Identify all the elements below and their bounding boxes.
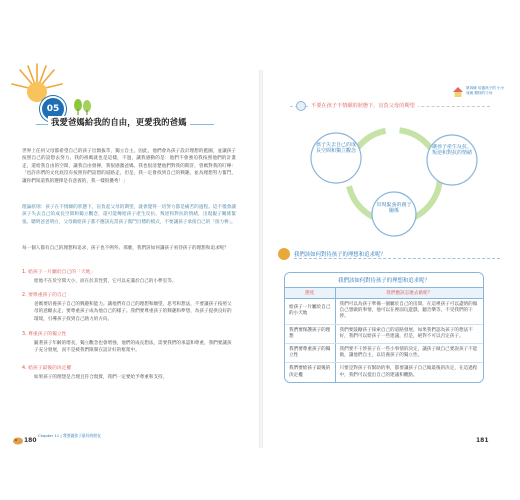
table-row <box>285 299 483 325</box>
warning-heading <box>290 103 490 116</box>
table-cell: 我們要保護孩子的理想 <box>285 324 335 343</box>
left-footer <box>12 434 102 448</box>
section-heading: 1. 給孩子一片屬於自己的「天地」 <box>22 270 96 275</box>
page-number: 180 <box>24 437 37 444</box>
table-cell: 我們要不干涉孩子在一些小事情的決定，讓孩子做自己要說孩子不能做，讓他們自主，以培養孩子的獨立性。 <box>335 344 483 363</box>
section-heading: 2. 要尊重孩子的自己 <box>22 293 67 298</box>
lightbulb-icon <box>278 248 290 260</box>
cycle-node-label: 孩子失去自己的成長空間和獨立觀念 <box>315 142 356 155</box>
cycle-diagram <box>296 116 492 238</box>
page-gutter <box>259 70 263 448</box>
table-row <box>285 363 483 382</box>
table-cell: 我們要尊重孩子的獨立性 <box>285 344 335 363</box>
section-body: 爸媽要培養孩子自己的興趣和能力。讓他們有自己的理想和願望，思考和想法，不要讓孩子按照父母的意願去走，要尊重孩子成為他自己的樣子。我們要尊重孩子的興趣和夢想，為孩子提供良好的環境，引導孩子找到自己熱力的方向。 <box>34 302 232 322</box>
speech-bubble-icon <box>296 101 306 111</box>
page-title: 我愛爸媽給我的自由，更愛我的爸媽 <box>48 116 190 128</box>
section-body: 隨著孩子年齡的增長，獨立觀念也會增強，他們的成長想法，需要我們的承認和尊重，我們要讓孩子充分發展，而不是被我們限制在設計好的框架中。 <box>34 341 232 354</box>
section-body: 如果孩子的理想是合理且符合現實，我們一定要給予尊重和支持。 <box>34 375 168 380</box>
question-paragraph: 每一個人都有自己的理想和追求，孩子也不例外。那麼，我們該如何讓孩子看待孩子的理想和追求呢？ <box>22 246 229 251</box>
table-cell: 我們可以為孩子準備一個屬於自己的房間，在這裡孩子可以盡情的做自己想做的事情，他可以在裡面玩遊戲、聽音樂等，不受我們的干涉。 <box>335 299 483 325</box>
section-tag: 第四條 培養孩子的 小小成就 期待的父母 <box>466 86 505 95</box>
section-heading: 4. 給孩子最後的決定權 <box>22 366 72 371</box>
cycle-node-label: 出現緊張的親子關係 <box>376 202 412 215</box>
table-header-attitude: 態度 <box>285 288 335 299</box>
house-icon <box>452 86 464 98</box>
table-cell: 我們要鼓勵孩子探索自己的道路發展，如果我們認為孩子的想法不好，我們可以給孩子一些建議，但是，絕對不可以否定孩子。 <box>335 324 483 343</box>
table-cell: 我們要給孩子最後的決定權 <box>285 363 335 382</box>
section-body: 給他不在於空間大小，而在於其性質，它可以充滿於自己的小夢室等。 <box>34 279 177 284</box>
table-row <box>285 324 483 343</box>
warning-heading-text: 不要在孩子不情願的狀態下，盲負父母的期望 <box>308 102 418 109</box>
question-heading <box>278 248 500 260</box>
right-footer <box>472 434 512 448</box>
dog-icon <box>12 436 24 445</box>
question-heading-text: 我們該如何對待孩子的理想和追求呢？ <box>294 252 386 258</box>
table-cell: 只要是對孩子有幫助的事，都要讓孩子自己做最後的決定，在這過程中，我們可以提出自己的建議和觀點。 <box>339 366 478 378</box>
chapter-number-badge: 05 <box>40 96 66 122</box>
section-heading: 3. 尊重孩子的獨立性 <box>22 332 67 337</box>
attitude-table <box>284 272 484 383</box>
page-number: 181 <box>476 437 489 444</box>
theory-paragraph: 理論原則：孩子在不情願的狀態下，盲負起父母的期望，就會覺得一切努力都是痛苦的過程。這不僅會讓孩子失去自己的成長空間和獨立觀念，還可能傳給孩子產生反抗、叛逆和對抗的情緒，出現親子關係緊張。聰明爸爸明白，父母做給孩子都不應該充當孩子奮鬥目標的模式，不要讓孩子承接自己的「接力棒」。 <box>22 205 236 225</box>
table-header-action: 我們應該怎麼去做呢？ <box>335 288 483 299</box>
chapter-label: Chapter 11 | 我要做孩子最好的朋友 <box>38 433 101 438</box>
cycle-node-label: 讓孩子產生反抗、叛逆和對抗的情緒 <box>431 144 472 157</box>
table-row <box>285 344 483 363</box>
tree-icon <box>72 99 94 115</box>
intro-paragraph: 世界上任何父母都希望自己的孩子出類拔萃，獨立自主。因此，他們會為孩子設計理想的藍圖，並讓孩子按照自己的設想去努力。我的祖媽就也是這樣，不過，讓我感動的是：他們不會強迫我按照他們的計畫走，還給我自由的空間，讓我自由發揮，我很感激爸媽。我也很清楚他們對我的期許，曾媽對我的叮嚀：「也許你們的文化底沒有按照你們設想的道路走，但是，我一定會找到自己的興趣，並為理想努力奮鬥，讓你們知道我的選擇是有意義的，我一樣很優秀！」 <box>22 149 236 184</box>
table-cell: 給孩子一片屬於自己的小天地 <box>285 299 335 325</box>
table-title: 我們該如何對待孩子的理想和追求呢？ <box>285 273 483 288</box>
